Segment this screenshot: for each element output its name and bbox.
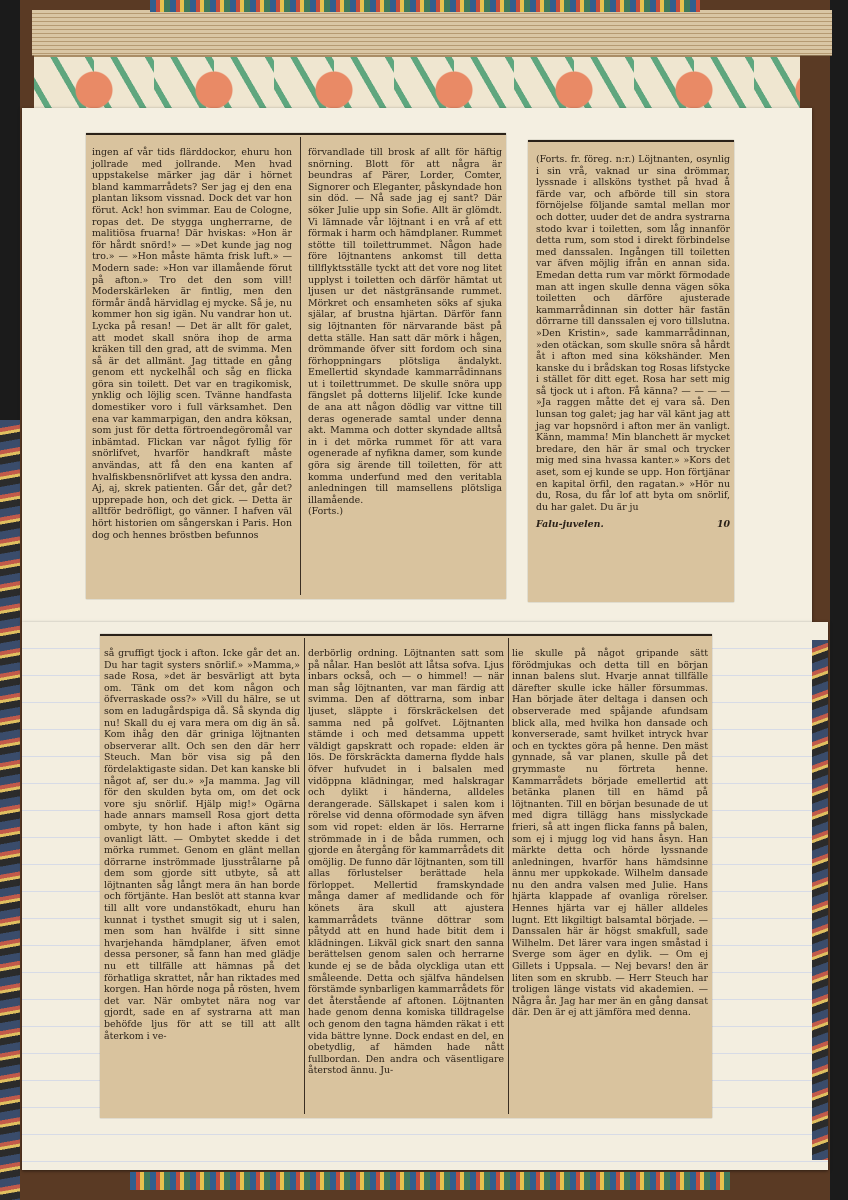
column-divider — [304, 638, 305, 1114]
marbled-edge-right — [812, 640, 828, 1160]
clipping-column-2 — [308, 648, 504, 1077]
marbled-edge-top — [150, 0, 700, 12]
column-text: (Forts. fr. föreg. n:r.) Löjtnanten, osynlig i sin vrå, vaknad ur sina drömmar, lyssnade i allsköns tysthet på hvad å färde var, och afbörde till sin stora förnöjelse följande samtal mellan mor och dotter, uuder det de andra systrarna stodo kvar i toiletten, som låg innanför detta rum, som stod i direkt förbindelse med danssalen. Ingången till toiletten var äfven möjlig ifrån en annan sida. Emedan detta rum var mörkt förmodade man att ingen skulle denna vägen söka toiletten och därföre ajusterade kammarrådinnan sin dotter här fastän dörrarne till danssalen ej voro tillslutna. »Den Kristin», sade kammarrådinnan, »den otäckan, som skulle snöra så hårdt åt i afton med sina kökshänder. Men kanske du i brådskan tog Rosas lifstycke i stället för ditt eget. Rosa har sett mig så tjock ut i afton. Få känna? — — — — »Ja raggen måtte det ej vara så. Den lunsan tog galet; jag har väl känt jag att jag var hopsnörd i afton mer än vanligt. Känn, mamma! Min blanchett är mycket bredare, den här är smal och trycker mig med sina hvassa kanter.» »Kors det aset, som ej kunde se upp. Hon förtjänar en kapital örfil, den ragatan.» »Hör nu du, Rosa, du får lof att byta om snörlif, du har galet. Du är ju — [536, 154, 730, 513]
column-text: förvandlade till brosk af allt för häftig snörning. Blott för att några är beundras af Pärer, Lorder, Comter, Signorer och Eleganter, påskyndade hon sin död. — Nå sade jag ej sant? Där söker Julie upp sin Sofie. Allt är glömdt. Vi lämnade vår löjtnant i en vrå af ett förmak i harm och hämdplaner. Rummet stötte till toilettrummet. Någon hade före löjtnantens ankomst till detta tillflyktsställe tyckt att det vore nog litet upplyst i toiletten och därför hämtat ut ljusen ur det nästgränsande rummet. Mörkret och ensamheten söks af sjuka själar, af brustna hjärtan. Därför fann sig löjtnanten för närvarande bäst på detta ställe. Han satt där mörk i hågen, drömmande öfver sitt fordom och sina förhoppningars plötsliga ändalykt. Emellertid skyndade kammarrådinnans ut i toilettrummet. De skulle snöra upp fängslet på dotterns liljelif. Icke kunde de ana att någon dödlig var vittne till deras ogenerade samtal under denna akt. Mamma och dotter skyndade alltså in i det mörka rummet för att vara ogenerade af nyfikna damer, som kunde göra sig ärende till toiletten, för att komma underfund med den veritabla anledningen till mamsellens plötsliga illamående. — [308, 147, 502, 506]
marbled-edge-left — [0, 420, 20, 1200]
marbled-edge-bottom — [130, 1172, 730, 1190]
publication-title: Falu-juvelen. — [536, 519, 604, 531]
page-edges — [32, 10, 832, 56]
column-text: lie skulle på något gripande sätt förödmjukas och detta till en början innan balens slut. Hvarje annat tillfälle därefter skulle icke häller försummas. Han började äter deltaga i dansen och observerade med spåjande afundsam blick alla, med hvilka hon dansade och konverserade, samt hvilket intryck hvar och en tycktes göra på henne. Den mäst gynnade, så var planen, skulle på det grymmaste nu förtreta henne. Kammarrådets började emellertid att betänka planen till en hämd på löjtnanten. Till en början besunade de ut med digra tillägg hans misslyckade frieri, så att ingen flicka fanns på balen, som ej i mjugg log vid hans åsyn. Han märkte detta och hörde lyssnande anledningen, hvarför hans hämdsinne ännu mer uppkokade. Wilhelm dansade nu den andra valsen med Julie. Hans hjärta klappade af ovanliga rörelser. Hennes hjärta var ej häller alldeles lugnt. Ett likgiltigt balsamtal började. — Danssalen här är högst smakfull, sade Wilhelm. Det lärer vara ingen småstad i Sverge som äger en dylik. — Om ej Gillets i Uppsala. — Nej bevars! den är liten som en skrubb. — Herr Steuch har troligen länge vistats vid akademien. — Några år. Jag har mer än en gång dansat där. Den är ej att jämföra med denna. — [512, 648, 708, 1019]
clipping-column-1 — [92, 147, 292, 541]
newspaper-clipping-top-right — [528, 140, 734, 602]
clipping-column — [536, 154, 730, 531]
column-text: ingen af vår tids flärddockor, ehuru hon jollrade med jollrande. Men hvad uppstakelse märker jag där i hörnet bland kammarrådets? Ser jag ej den ena plantan liksom vissnad. Dock det var hon förut. Ack! hon svimmar. Eau de Cologne, ropas det. De stygga ungherrarne, de malitiösa fruarna! Där hviskas: »Hon är för hårdt snörd!» — »Det kunde jag nog tro.» — »Hon måste hämta frisk luft.» — Modern sade: »Hon var illamående förut på afton.» Tro det den som vill! Moderskärleken är fintlig, men den förmår ändå härvidlag ej mycke. Så je, nu kommer hon sig igän. Nu vandrar hon ut. Lycka på resan! — Det är allt för galet, att modet skall snöra ihop de arma kräken till den grad, att de svimma. Men så är det allmänt. Jag tittade en gång genom ett nyckelhål och såg en flicka göra sin toilett. Det var en tragikomisk, ynklig och löjlig scen. Tvänne handfasta domestiker voro i full värksamhet. Den ena var kammarpigan, den andra köksan, som just för detta förtroendegöromål var inbämtad. Flickan var något fyllig för snörlifvet, hvarför handkraft måste användas, att få den ena kanten af hvalfiskbensnörlifvet att kyssa den andra. Aj, aj, skrek patienten. Går det, går det? upprepade hon, och det gick. — Detta är alltför bedröfligt, go vänner. I hafven väl hört historien om sångerskan i Paris. Hon dog och hennes bröstben befunnos — [92, 147, 292, 541]
page-number: 10 — [716, 519, 730, 531]
clipping-column-1 — [104, 648, 300, 1042]
clipping-footer — [536, 519, 730, 531]
clipping-column-3 — [512, 648, 708, 1019]
clipping-rule — [528, 140, 734, 142]
clipping-column-2 — [308, 147, 502, 518]
newspaper-clipping-bottom — [100, 634, 712, 1118]
clipping-rule — [86, 133, 506, 135]
column-divider — [508, 638, 509, 1114]
column-divider — [300, 137, 301, 595]
newspaper-clipping-top-left — [86, 133, 506, 599]
continued-label: (Forts.) — [308, 506, 343, 518]
column-text: derbörlig ordning. Löjtnanten satt som på nålar. Han beslöt att låtsa sofva. Ljus inbars också, och — o himmel! — när man såg löjtnanten, var man färdig att svimma. Den af döttrarna, som inbar ljuset, släppte i förskräckelsen det samma ned på golfvet. Löjtnanten stämde i och med detsamma uppett väldigt gapskratt och ropade: elden är lös. De förskräckta damerna flydde hals öfver hufvudet in i balsalen med vidöppna klädningar, med halskragar och dylikt i händerna, alldeles derangerade. Sällskapet i salen kom i rörelse vid denna oförmodade syn äfven som vid ropet: elden är lös. Herrarne strömmade in i de båda rummen, och gjorde en återgång för kammarrådets dit omöjlig. De funno där löjtnanten, som till allas förlustelser berättade hela förloppet. Mellertid framskyndade många damer af medlidande och för könets ära skull att ajustera kammarrådets tvänne döttrar som påtydd att en hund hade bitit dem i klädningen. Likväl gick snart den sanna berättelsen genom salen och herrarne kunde ej se de båda olyckliga utan ett småleende. Detta och själfva händelsen förstämde synbarligen kammarrådets för det återstående af aftonen. Löjtnanten hade genom denna komiska tilldragelse och genom den tagna hämden räkat i ett vida bättre lynne. Dock endast en del, en obetydlig, af hämden hade nått fullbordan. Den andra och väsentligare återstod ännu. Ju- — [308, 648, 504, 1077]
clipping-rule — [100, 634, 712, 636]
column-text: så gruffigt tjock i afton. Icke går det an. Du har tagit systers snörlif.» »Mamma,» sade Rosa, »det är besvärligt att byta om. Tänk om det kom någon och öfverraskade oss?» »Vill du hälre, se ut som en ladugårdspiga då. Så skynda dig nu! Skall du ej vara mera om dig än så. Kom ihåg den där griniga löjtnanten observerar allt. Och sen den där herr Steuch. Man bör visa sig på den fördelaktigaste sidan. Det kan kanske bli något af, ser du.» »Ja mamma. Jag vill för den skulden byta om, om det ock vore sju snörlif. Hjälp mig!» Ogärna hade annars mamsell Rosa gjort detta ombyte, ty hon hade i afton känt sig ovanligt lätt. — Ombytet skedde i det mörka rummet. Genom en glänt mellan dörrarne inströmmade ljusstrålarne på dem som gjorde sitt utbyte, så att löjtnanten såg långt mera än han borde och förtjänte. Han beslöt att stanna kvar till allt vore undanstökadt, ehuru han kunnat i tysthet smugit sig ut i salen, men som han hvälfde i sitt sinne hvarjehanda hämdplaner, äfven emot dessa personer, så fann han med glädje nu ett tillfälle att hämnas på det förhatliga skrattet, når han riktades med korgen. Han hörde noga på rösten, hvem det var. När ombytet nära nog var gjordt, sade en af systrarna att man behöfde ljus för att se till att allt återkom i ve- — [104, 648, 300, 1042]
